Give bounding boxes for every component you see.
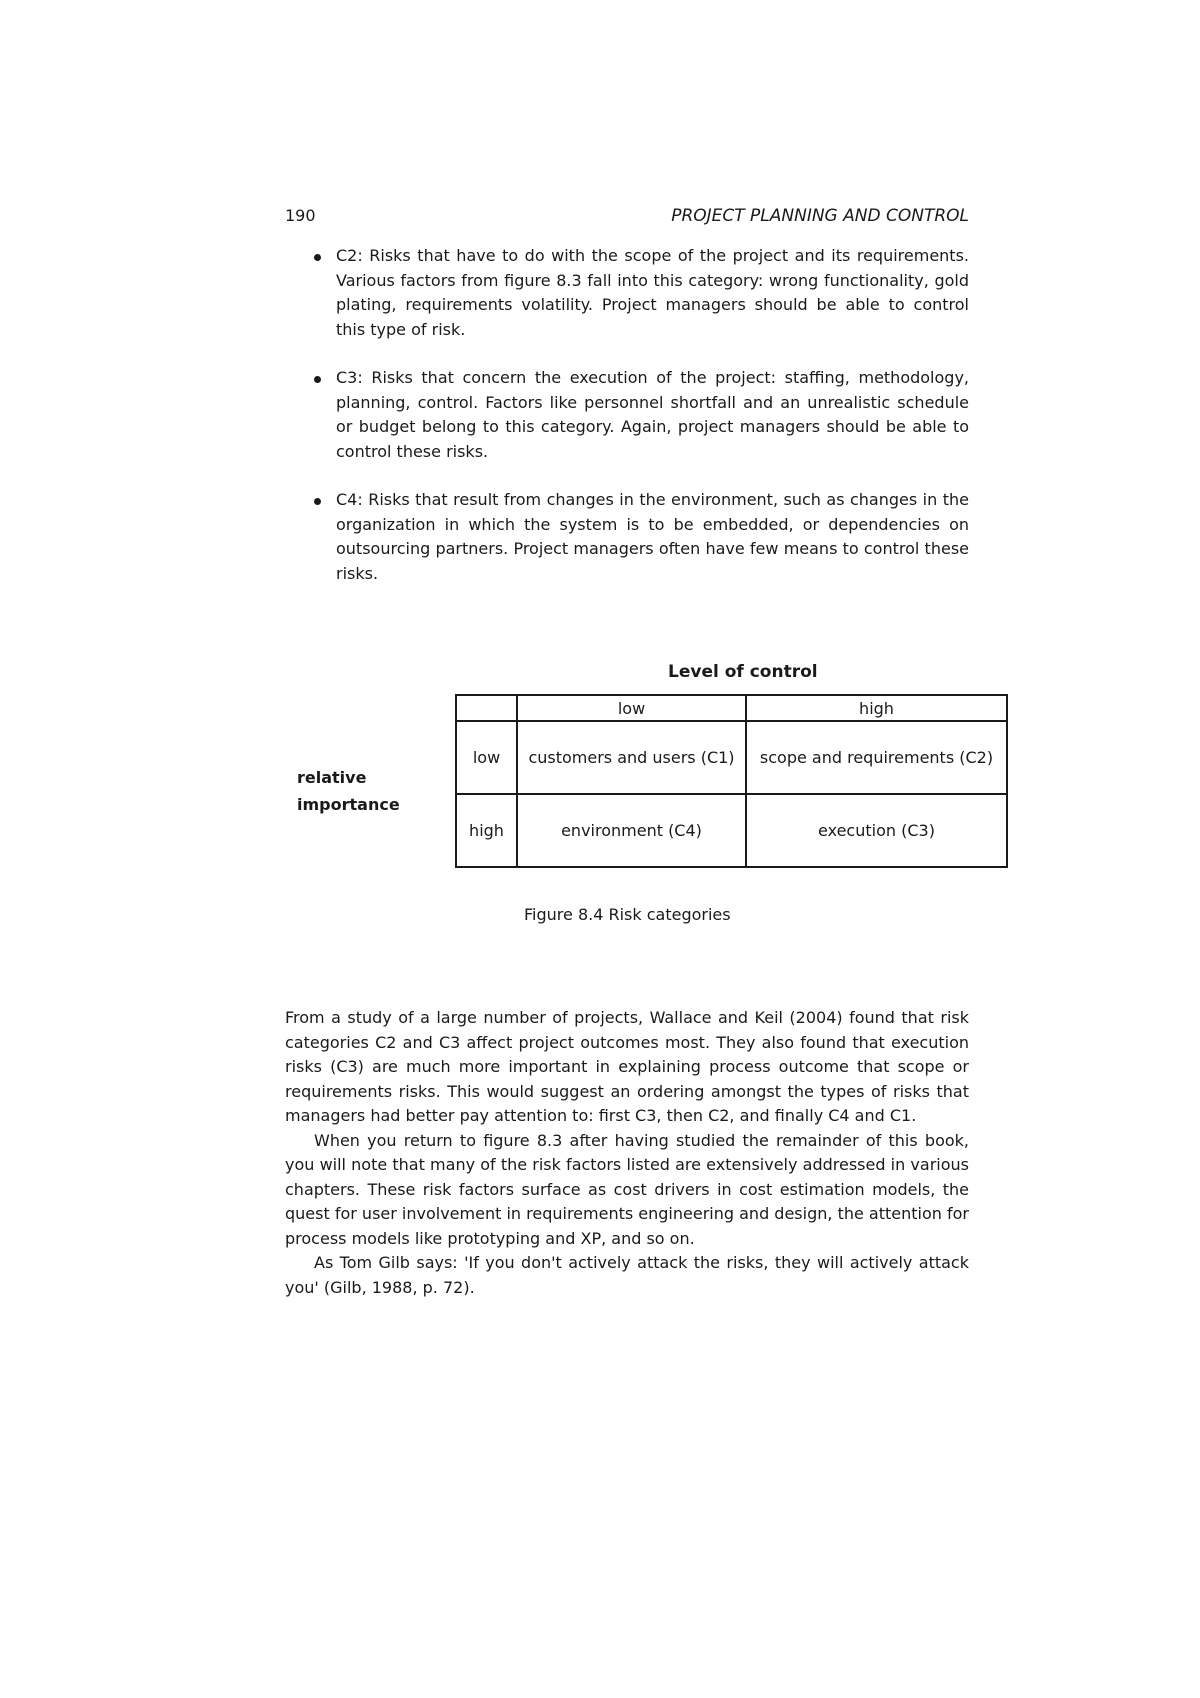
bullet-icon [314,376,321,383]
figure-row-axis-title [297,764,417,818]
paragraph: As Tom Gilb says: 'If you don't actively attack the risks, they will actively attack you' (Gilb, 1988, p. 72). [285,1253,969,1297]
matrix-cell-c4: environment (C4) [517,794,746,867]
matrix-cell-c2: scope and requirements (C2) [746,721,1007,794]
running-head: PROJECT PLANNING AND CONTROL [671,206,969,226]
matrix-row-high [456,794,1007,867]
figure-caption: Figure 8.4 Risk categories [524,905,731,924]
row-axis-title-line2: importance [297,795,400,814]
matrix-cell-c3: execution (C3) [746,794,1007,867]
paragraph: When you return to figure 8.3 after having studied the remainder of this book, you will note that many of the risk factors listed are extensively addressed in various chapters. These risk factors surface as cost drivers in cost estimation models, the quest for user involvement in requirements engineering and design, the attention for process models like prototyping and XP, and so on. [285,1130,969,1248]
paragraph: From a study of a large number of projects, Wallace and Keil (2004) found that risk categories C2 and C3 affect project outcomes most. They also found that execution risks (C3) are much more important in explaining process outcome that scope or requirements risks. This would suggest an ordering amongst the types of risks that managers had better pay attention to: first C3, then C2, and finally C4 and C1. [285,1008,969,1125]
list-item [314,366,969,464]
risk-category-list [314,244,969,610]
matrix-cell-c1: customers and users (C1) [517,721,746,794]
row-axis-title-line1: relative [297,768,367,787]
body-text [285,1006,969,1300]
bullet-text: C3: Risks that concern the execution of the project: staffing, methodology, planning, control. Factors like personnel shortfall and an unrealistic schedule or budget belong to this category. Again, project managers should be able to control these risks. [336,368,969,461]
matrix-corner-cell [456,695,517,721]
row-header-high: high [456,794,517,867]
column-header-high: high [746,695,1007,721]
row-header-low: low [456,721,517,794]
list-item [314,244,969,342]
bullet-icon [314,254,321,261]
risk-category-matrix [455,694,1008,868]
bullet-text: C4: Risks that result from changes in the environment, such as changes in the organization in which the system is to be embedded, or dependencies on outsourcing partners. Project managers often have few means to control these risks. [336,490,969,583]
list-item [314,488,969,586]
matrix-header-row [456,695,1007,721]
page-number: 190 [285,206,316,225]
matrix-row-low [456,721,1007,794]
bullet-text: C2: Risks that have to do with the scope of the project and its requirements. Various factors from figure 8.3 fall into this category: wrong functionality, gold plating, requirements volatility. Project managers should be able to control this type of risk. [336,246,969,339]
bullet-icon [314,498,321,505]
column-header-low: low [517,695,746,721]
figure-column-axis-title: Level of control [668,662,818,682]
